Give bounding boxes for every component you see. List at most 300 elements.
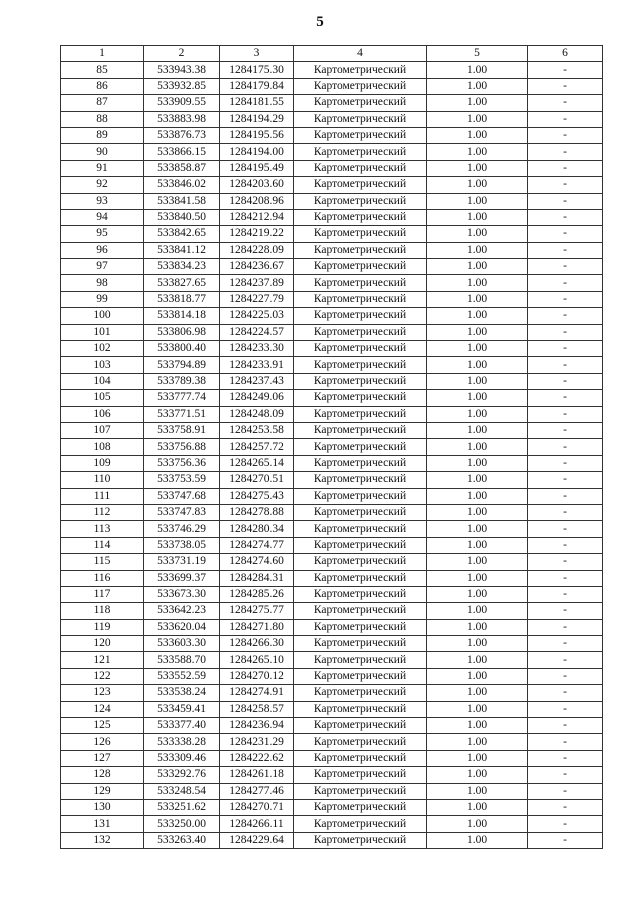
table-row xyxy=(61,455,603,471)
description-cell: - xyxy=(528,144,603,160)
description-cell: - xyxy=(528,373,603,389)
method-cell: Картометрический xyxy=(294,193,427,209)
y-coordinate-cell: 1284274.60 xyxy=(220,554,294,570)
y-coordinate-cell: 1284222.62 xyxy=(220,750,294,766)
y-coordinate-cell: 1284280.34 xyxy=(220,521,294,537)
method-cell: Картометрический xyxy=(294,209,427,225)
point-number-cell: 130 xyxy=(61,799,144,815)
x-coordinate-cell: 533747.68 xyxy=(144,488,220,504)
x-coordinate-cell: 533746.29 xyxy=(144,521,220,537)
x-coordinate-cell: 533459.41 xyxy=(144,701,220,717)
description-cell: - xyxy=(528,570,603,586)
table-row xyxy=(61,570,603,586)
y-coordinate-cell: 1284277.46 xyxy=(220,783,294,799)
table-row xyxy=(61,439,603,455)
x-coordinate-cell: 533756.88 xyxy=(144,439,220,455)
accuracy-cell: 1.00 xyxy=(427,504,528,520)
point-number-cell: 85 xyxy=(61,62,144,78)
accuracy-cell: 1.00 xyxy=(427,636,528,652)
description-cell: - xyxy=(528,701,603,717)
method-cell: Картометрический xyxy=(294,783,427,799)
y-coordinate-cell: 1284248.09 xyxy=(220,406,294,422)
y-coordinate-cell: 1284270.51 xyxy=(220,472,294,488)
table-row xyxy=(61,734,603,750)
method-cell: Картометрический xyxy=(294,308,427,324)
method-cell: Картометрический xyxy=(294,62,427,78)
coordinates-table xyxy=(60,45,603,849)
x-coordinate-cell: 533909.55 xyxy=(144,95,220,111)
column-header: 4 xyxy=(294,46,427,62)
table-row xyxy=(61,636,603,652)
accuracy-cell: 1.00 xyxy=(427,570,528,586)
y-coordinate-cell: 1284181.55 xyxy=(220,95,294,111)
table-row xyxy=(61,832,603,848)
table-row xyxy=(61,422,603,438)
point-number-cell: 116 xyxy=(61,570,144,586)
x-coordinate-cell: 533292.76 xyxy=(144,767,220,783)
y-coordinate-cell: 1284258.57 xyxy=(220,701,294,717)
y-coordinate-cell: 1284179.84 xyxy=(220,78,294,94)
table-row xyxy=(61,177,603,193)
table-row xyxy=(61,127,603,143)
description-cell: - xyxy=(528,439,603,455)
accuracy-cell: 1.00 xyxy=(427,652,528,668)
accuracy-cell: 1.00 xyxy=(427,160,528,176)
accuracy-cell: 1.00 xyxy=(427,521,528,537)
point-number-cell: 105 xyxy=(61,390,144,406)
y-coordinate-cell: 1284236.94 xyxy=(220,718,294,734)
description-cell: - xyxy=(528,95,603,111)
table-body xyxy=(61,62,603,849)
x-coordinate-cell: 533876.73 xyxy=(144,127,220,143)
point-number-cell: 114 xyxy=(61,537,144,553)
y-coordinate-cell: 1284233.91 xyxy=(220,357,294,373)
y-coordinate-cell: 1284271.80 xyxy=(220,619,294,635)
x-coordinate-cell: 533552.59 xyxy=(144,668,220,684)
description-cell: - xyxy=(528,390,603,406)
description-cell: - xyxy=(528,668,603,684)
table-row xyxy=(61,799,603,815)
method-cell: Картометрический xyxy=(294,832,427,848)
x-coordinate-cell: 533932.85 xyxy=(144,78,220,94)
y-coordinate-cell: 1284265.14 xyxy=(220,455,294,471)
table-row xyxy=(61,783,603,799)
point-number-cell: 127 xyxy=(61,750,144,766)
description-cell: - xyxy=(528,718,603,734)
accuracy-cell: 1.00 xyxy=(427,783,528,799)
point-number-cell: 128 xyxy=(61,767,144,783)
method-cell: Картометрический xyxy=(294,406,427,422)
x-coordinate-cell: 533756.36 xyxy=(144,455,220,471)
table-row xyxy=(61,390,603,406)
table-row xyxy=(61,603,603,619)
table-row xyxy=(61,816,603,832)
point-number-cell: 93 xyxy=(61,193,144,209)
y-coordinate-cell: 1284270.12 xyxy=(220,668,294,684)
method-cell: Картометрический xyxy=(294,177,427,193)
accuracy-cell: 1.00 xyxy=(427,62,528,78)
accuracy-cell: 1.00 xyxy=(427,406,528,422)
method-cell: Картометрический xyxy=(294,127,427,143)
x-coordinate-cell: 533846.02 xyxy=(144,177,220,193)
method-cell: Картометрический xyxy=(294,242,427,258)
method-cell: Картометрический xyxy=(294,619,427,635)
accuracy-cell: 1.00 xyxy=(427,308,528,324)
x-coordinate-cell: 533642.23 xyxy=(144,603,220,619)
table-row xyxy=(61,472,603,488)
description-cell: - xyxy=(528,619,603,635)
point-number-cell: 108 xyxy=(61,439,144,455)
x-coordinate-cell: 533263.40 xyxy=(144,832,220,848)
y-coordinate-cell: 1284249.06 xyxy=(220,390,294,406)
y-coordinate-cell: 1284227.79 xyxy=(220,291,294,307)
accuracy-cell: 1.00 xyxy=(427,750,528,766)
description-cell: - xyxy=(528,504,603,520)
table-row xyxy=(61,586,603,602)
column-header: 5 xyxy=(427,46,528,62)
x-coordinate-cell: 533834.23 xyxy=(144,259,220,275)
description-cell: - xyxy=(528,242,603,258)
accuracy-cell: 1.00 xyxy=(427,78,528,94)
table-row xyxy=(61,226,603,242)
method-cell: Картометрический xyxy=(294,750,427,766)
point-number-cell: 124 xyxy=(61,701,144,717)
point-number-cell: 92 xyxy=(61,177,144,193)
point-number-cell: 89 xyxy=(61,127,144,143)
y-coordinate-cell: 1284229.64 xyxy=(220,832,294,848)
description-cell: - xyxy=(528,816,603,832)
x-coordinate-cell: 533699.37 xyxy=(144,570,220,586)
point-number-cell: 125 xyxy=(61,718,144,734)
y-coordinate-cell: 1284175.30 xyxy=(220,62,294,78)
accuracy-cell: 1.00 xyxy=(427,734,528,750)
accuracy-cell: 1.00 xyxy=(427,586,528,602)
x-coordinate-cell: 533789.38 xyxy=(144,373,220,389)
column-header: 6 xyxy=(528,46,603,62)
description-cell: - xyxy=(528,422,603,438)
method-cell: Картометрический xyxy=(294,570,427,586)
description-cell: - xyxy=(528,291,603,307)
table-row xyxy=(61,62,603,78)
method-cell: Картометрический xyxy=(294,603,427,619)
point-number-cell: 98 xyxy=(61,275,144,291)
column-header: 3 xyxy=(220,46,294,62)
table-row xyxy=(61,373,603,389)
description-cell: - xyxy=(528,636,603,652)
description-cell: - xyxy=(528,783,603,799)
method-cell: Картометрический xyxy=(294,668,427,684)
method-cell: Картометрический xyxy=(294,226,427,242)
table-row xyxy=(61,95,603,111)
accuracy-cell: 1.00 xyxy=(427,816,528,832)
table-row xyxy=(61,357,603,373)
y-coordinate-cell: 1284212.94 xyxy=(220,209,294,225)
point-number-cell: 121 xyxy=(61,652,144,668)
accuracy-cell: 1.00 xyxy=(427,357,528,373)
description-cell: - xyxy=(528,62,603,78)
accuracy-cell: 1.00 xyxy=(427,603,528,619)
description-cell: - xyxy=(528,799,603,815)
accuracy-cell: 1.00 xyxy=(427,111,528,127)
point-number-cell: 132 xyxy=(61,832,144,848)
x-coordinate-cell: 533777.74 xyxy=(144,390,220,406)
accuracy-cell: 1.00 xyxy=(427,767,528,783)
method-cell: Картометрический xyxy=(294,95,427,111)
y-coordinate-cell: 1284270.71 xyxy=(220,799,294,815)
table-row xyxy=(61,308,603,324)
point-number-cell: 129 xyxy=(61,783,144,799)
point-number-cell: 119 xyxy=(61,619,144,635)
table-row xyxy=(61,341,603,357)
method-cell: Картометрический xyxy=(294,422,427,438)
method-cell: Картометрический xyxy=(294,504,427,520)
point-number-cell: 113 xyxy=(61,521,144,537)
table-header-row xyxy=(61,46,603,62)
table-row xyxy=(61,324,603,340)
method-cell: Картометрический xyxy=(294,472,427,488)
column-header: 2 xyxy=(144,46,220,62)
table-row xyxy=(61,275,603,291)
description-cell: - xyxy=(528,160,603,176)
table-row xyxy=(61,259,603,275)
accuracy-cell: 1.00 xyxy=(427,226,528,242)
accuracy-cell: 1.00 xyxy=(427,554,528,570)
point-number-cell: 99 xyxy=(61,291,144,307)
x-coordinate-cell: 533883.98 xyxy=(144,111,220,127)
y-coordinate-cell: 1284257.72 xyxy=(220,439,294,455)
point-number-cell: 118 xyxy=(61,603,144,619)
accuracy-cell: 1.00 xyxy=(427,324,528,340)
x-coordinate-cell: 533309.46 xyxy=(144,750,220,766)
table-row xyxy=(61,209,603,225)
description-cell: - xyxy=(528,78,603,94)
accuracy-cell: 1.00 xyxy=(427,718,528,734)
description-cell: - xyxy=(528,406,603,422)
accuracy-cell: 1.00 xyxy=(427,685,528,701)
method-cell: Картометрический xyxy=(294,390,427,406)
accuracy-cell: 1.00 xyxy=(427,127,528,143)
y-coordinate-cell: 1284195.49 xyxy=(220,160,294,176)
method-cell: Картометрический xyxy=(294,685,427,701)
y-coordinate-cell: 1284261.18 xyxy=(220,767,294,783)
x-coordinate-cell: 533858.87 xyxy=(144,160,220,176)
accuracy-cell: 1.00 xyxy=(427,144,528,160)
table-row xyxy=(61,668,603,684)
x-coordinate-cell: 533338.28 xyxy=(144,734,220,750)
column-header: 1 xyxy=(61,46,144,62)
method-cell: Картометрический xyxy=(294,718,427,734)
point-number-cell: 109 xyxy=(61,455,144,471)
accuracy-cell: 1.00 xyxy=(427,390,528,406)
description-cell: - xyxy=(528,455,603,471)
accuracy-cell: 1.00 xyxy=(427,799,528,815)
description-cell: - xyxy=(528,127,603,143)
y-coordinate-cell: 1284194.29 xyxy=(220,111,294,127)
method-cell: Картометрический xyxy=(294,767,427,783)
table-row xyxy=(61,111,603,127)
description-cell: - xyxy=(528,554,603,570)
description-cell: - xyxy=(528,603,603,619)
point-number-cell: 97 xyxy=(61,259,144,275)
description-cell: - xyxy=(528,767,603,783)
accuracy-cell: 1.00 xyxy=(427,373,528,389)
accuracy-cell: 1.00 xyxy=(427,455,528,471)
point-number-cell: 87 xyxy=(61,95,144,111)
description-cell: - xyxy=(528,177,603,193)
method-cell: Картометрический xyxy=(294,144,427,160)
accuracy-cell: 1.00 xyxy=(427,209,528,225)
method-cell: Картометрический xyxy=(294,554,427,570)
point-number-cell: 103 xyxy=(61,357,144,373)
y-coordinate-cell: 1284284.31 xyxy=(220,570,294,586)
y-coordinate-cell: 1284253.58 xyxy=(220,422,294,438)
accuracy-cell: 1.00 xyxy=(427,422,528,438)
table-row xyxy=(61,701,603,717)
table-row xyxy=(61,406,603,422)
x-coordinate-cell: 533806.98 xyxy=(144,324,220,340)
table-row xyxy=(61,521,603,537)
method-cell: Картометрический xyxy=(294,521,427,537)
description-cell: - xyxy=(528,209,603,225)
accuracy-cell: 1.00 xyxy=(427,177,528,193)
description-cell: - xyxy=(528,357,603,373)
method-cell: Картометрический xyxy=(294,439,427,455)
x-coordinate-cell: 533866.15 xyxy=(144,144,220,160)
method-cell: Картометрический xyxy=(294,636,427,652)
page-number: 5 xyxy=(316,14,324,30)
method-cell: Картометрический xyxy=(294,78,427,94)
y-coordinate-cell: 1284237.89 xyxy=(220,275,294,291)
table-row xyxy=(61,291,603,307)
x-coordinate-cell: 533377.40 xyxy=(144,718,220,734)
description-cell: - xyxy=(528,537,603,553)
y-coordinate-cell: 1284237.43 xyxy=(220,373,294,389)
y-coordinate-cell: 1284278.88 xyxy=(220,504,294,520)
description-cell: - xyxy=(528,586,603,602)
accuracy-cell: 1.00 xyxy=(427,488,528,504)
x-coordinate-cell: 533800.40 xyxy=(144,341,220,357)
description-cell: - xyxy=(528,259,603,275)
y-coordinate-cell: 1284266.30 xyxy=(220,636,294,652)
table-row xyxy=(61,554,603,570)
y-coordinate-cell: 1284266.11 xyxy=(220,816,294,832)
accuracy-cell: 1.00 xyxy=(427,95,528,111)
point-number-cell: 100 xyxy=(61,308,144,324)
x-coordinate-cell: 533738.05 xyxy=(144,537,220,553)
accuracy-cell: 1.00 xyxy=(427,701,528,717)
method-cell: Картометрический xyxy=(294,537,427,553)
x-coordinate-cell: 533840.50 xyxy=(144,209,220,225)
description-cell: - xyxy=(528,472,603,488)
method-cell: Картометрический xyxy=(294,816,427,832)
point-number-cell: 107 xyxy=(61,422,144,438)
table-row xyxy=(61,767,603,783)
x-coordinate-cell: 533841.58 xyxy=(144,193,220,209)
description-cell: - xyxy=(528,734,603,750)
description-cell: - xyxy=(528,652,603,668)
description-cell: - xyxy=(528,832,603,848)
table-row xyxy=(61,652,603,668)
description-cell: - xyxy=(528,750,603,766)
point-number-cell: 91 xyxy=(61,160,144,176)
x-coordinate-cell: 533753.59 xyxy=(144,472,220,488)
method-cell: Картометрический xyxy=(294,652,427,668)
description-cell: - xyxy=(528,226,603,242)
method-cell: Картометрический xyxy=(294,259,427,275)
accuracy-cell: 1.00 xyxy=(427,439,528,455)
description-cell: - xyxy=(528,193,603,209)
x-coordinate-cell: 533603.30 xyxy=(144,636,220,652)
x-coordinate-cell: 533758.91 xyxy=(144,422,220,438)
x-coordinate-cell: 533250.00 xyxy=(144,816,220,832)
point-number-cell: 101 xyxy=(61,324,144,340)
x-coordinate-cell: 533251.62 xyxy=(144,799,220,815)
point-number-cell: 117 xyxy=(61,586,144,602)
point-number-cell: 90 xyxy=(61,144,144,160)
x-coordinate-cell: 533538.24 xyxy=(144,685,220,701)
x-coordinate-cell: 533673.30 xyxy=(144,586,220,602)
accuracy-cell: 1.00 xyxy=(427,242,528,258)
y-coordinate-cell: 1284231.29 xyxy=(220,734,294,750)
point-number-cell: 112 xyxy=(61,504,144,520)
table-row xyxy=(61,718,603,734)
y-coordinate-cell: 1284195.56 xyxy=(220,127,294,143)
x-coordinate-cell: 533841.12 xyxy=(144,242,220,258)
point-number-cell: 110 xyxy=(61,472,144,488)
accuracy-cell: 1.00 xyxy=(427,472,528,488)
x-coordinate-cell: 533818.77 xyxy=(144,291,220,307)
table-row xyxy=(61,750,603,766)
method-cell: Картометрический xyxy=(294,291,427,307)
point-number-cell: 122 xyxy=(61,668,144,684)
table-row xyxy=(61,193,603,209)
method-cell: Картометрический xyxy=(294,488,427,504)
accuracy-cell: 1.00 xyxy=(427,668,528,684)
y-coordinate-cell: 1284203.60 xyxy=(220,177,294,193)
method-cell: Картометрический xyxy=(294,734,427,750)
x-coordinate-cell: 533842.65 xyxy=(144,226,220,242)
y-coordinate-cell: 1284275.43 xyxy=(220,488,294,504)
description-cell: - xyxy=(528,521,603,537)
point-number-cell: 126 xyxy=(61,734,144,750)
table-row xyxy=(61,242,603,258)
y-coordinate-cell: 1284194.00 xyxy=(220,144,294,160)
method-cell: Картометрический xyxy=(294,324,427,340)
x-coordinate-cell: 533827.65 xyxy=(144,275,220,291)
x-coordinate-cell: 533747.83 xyxy=(144,504,220,520)
y-coordinate-cell: 1284228.09 xyxy=(220,242,294,258)
x-coordinate-cell: 533814.18 xyxy=(144,308,220,324)
x-coordinate-cell: 533771.51 xyxy=(144,406,220,422)
method-cell: Картометрический xyxy=(294,357,427,373)
x-coordinate-cell: 533943.38 xyxy=(144,62,220,78)
table-row xyxy=(61,144,603,160)
point-number-cell: 96 xyxy=(61,242,144,258)
method-cell: Картометрический xyxy=(294,111,427,127)
accuracy-cell: 1.00 xyxy=(427,619,528,635)
point-number-cell: 131 xyxy=(61,816,144,832)
accuracy-cell: 1.00 xyxy=(427,537,528,553)
y-coordinate-cell: 1284208.96 xyxy=(220,193,294,209)
accuracy-cell: 1.00 xyxy=(427,259,528,275)
y-coordinate-cell: 1284265.10 xyxy=(220,652,294,668)
table-row xyxy=(61,504,603,520)
x-coordinate-cell: 533620.04 xyxy=(144,619,220,635)
method-cell: Картометрический xyxy=(294,160,427,176)
method-cell: Картометрический xyxy=(294,275,427,291)
point-number-cell: 94 xyxy=(61,209,144,225)
method-cell: Картометрический xyxy=(294,701,427,717)
